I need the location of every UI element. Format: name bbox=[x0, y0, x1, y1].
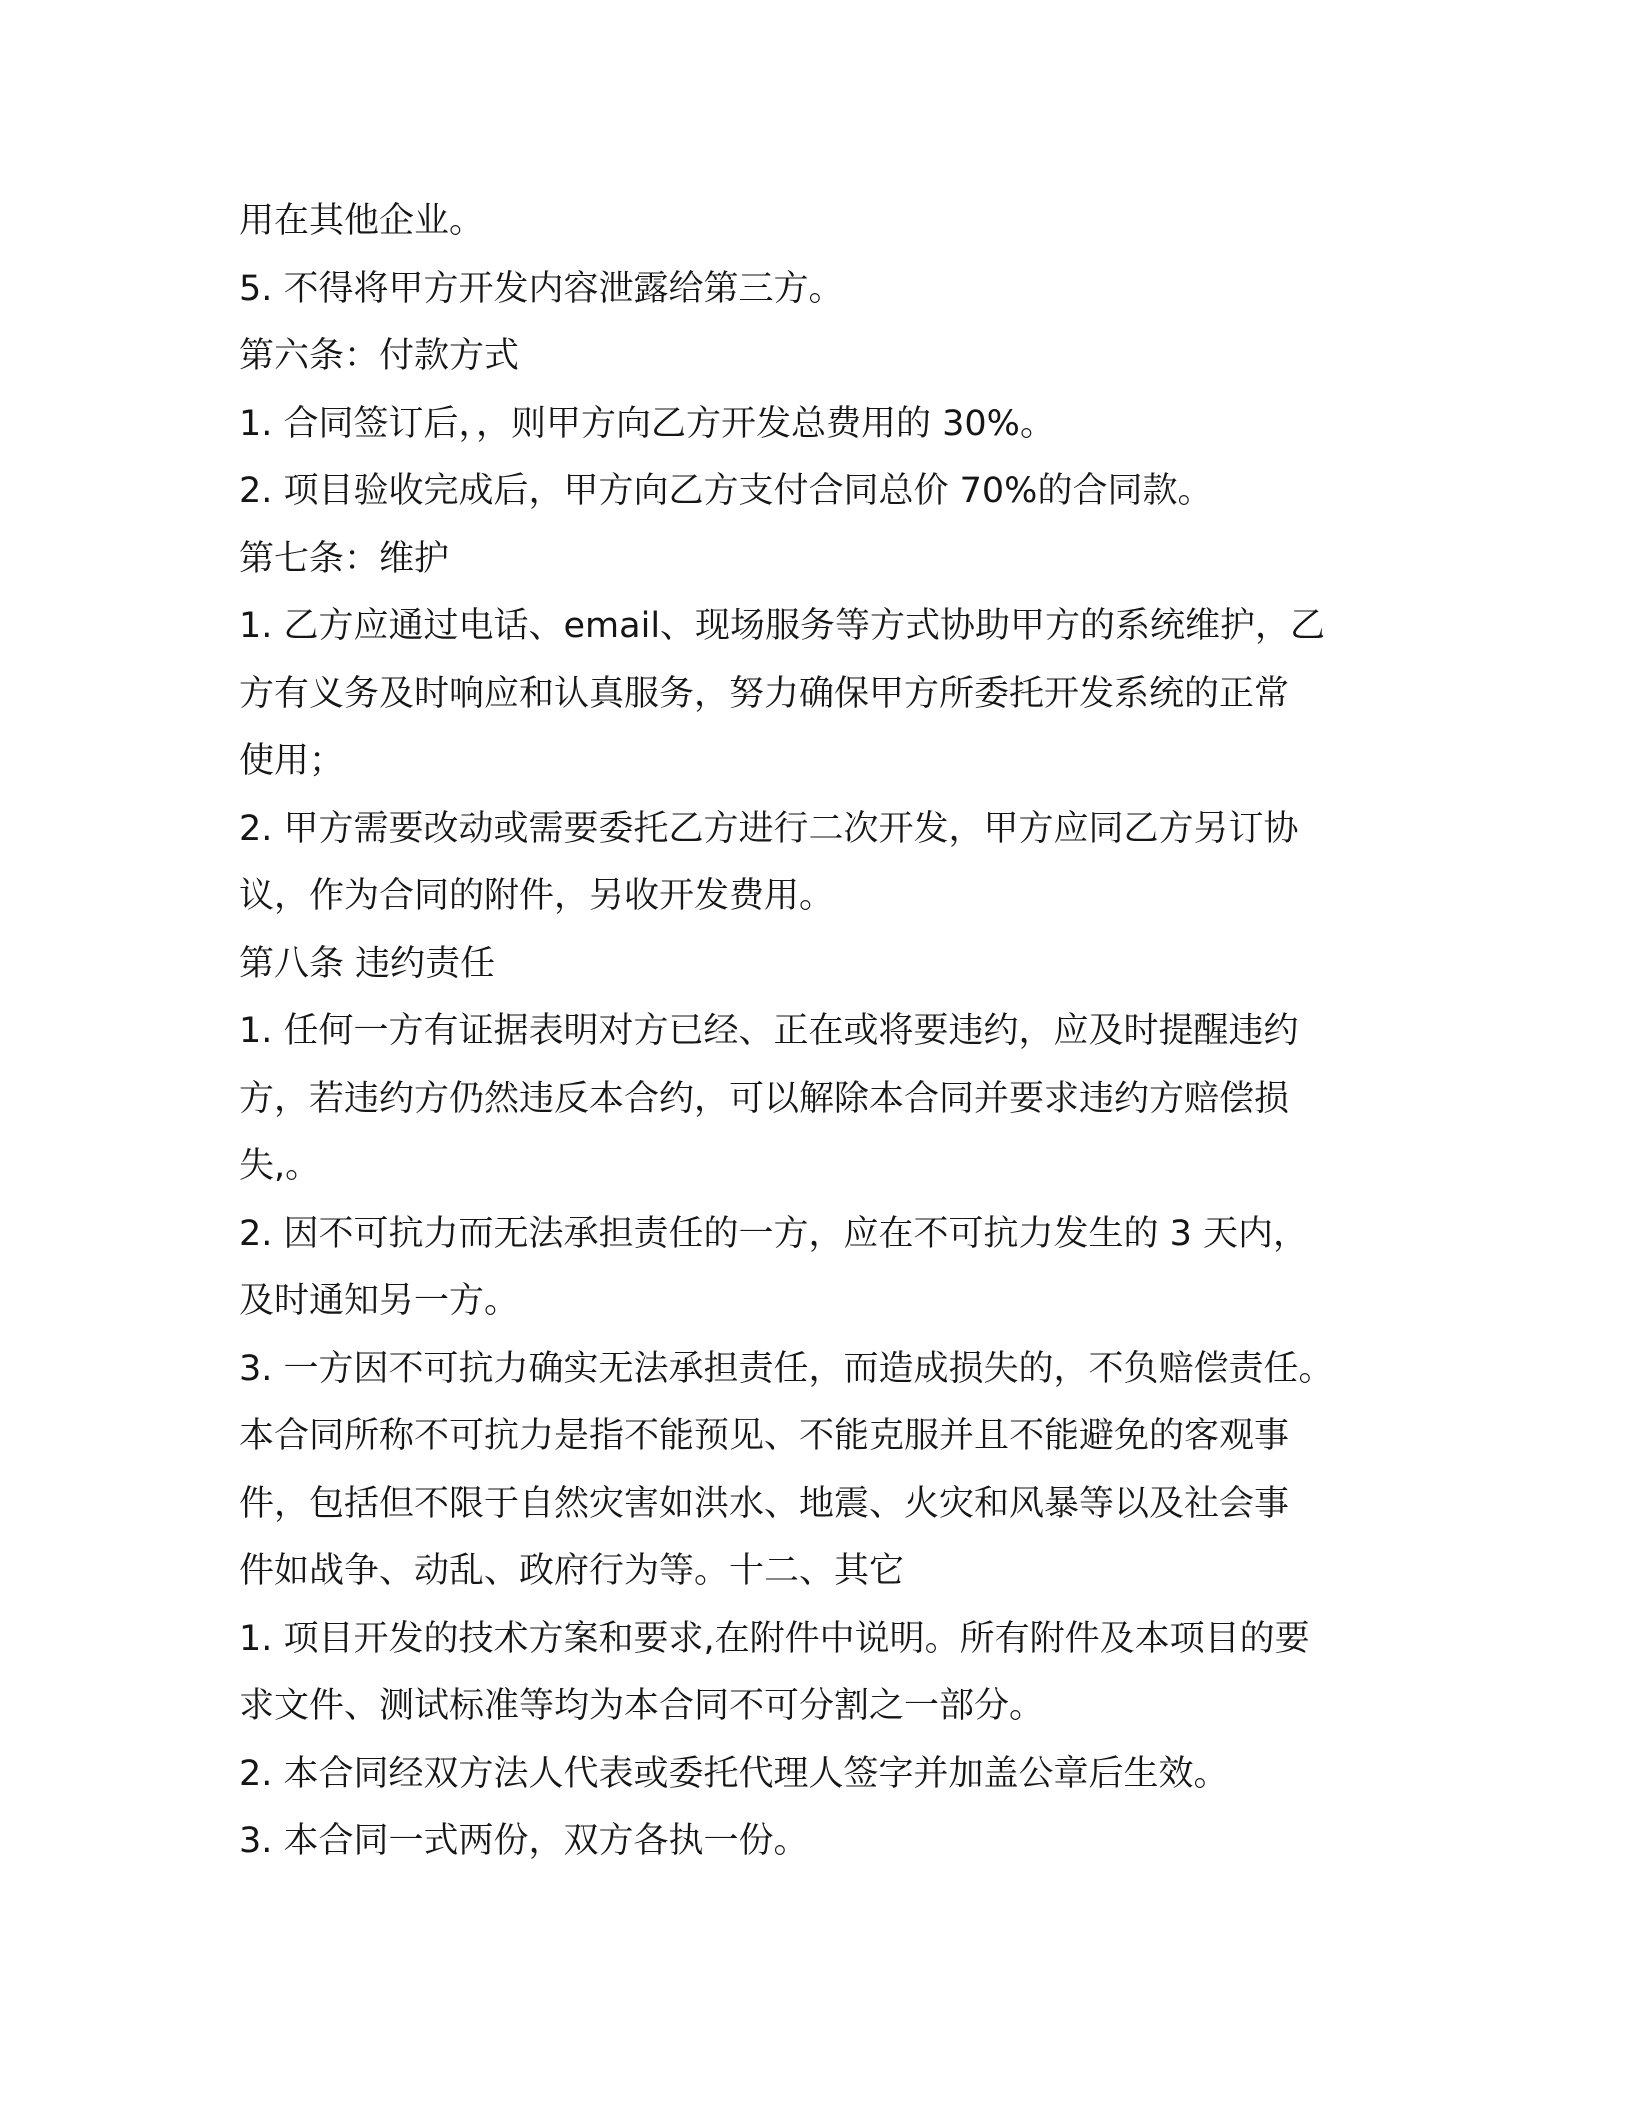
clause-item: 3. 本合同一式两份，双方各执一份。 bbox=[239, 1821, 809, 1861]
clause-item-continued: 求文件、测试标准等均为本合同不可分割之一部分。 bbox=[239, 1686, 1045, 1726]
clause-item: 3. 一方因不可抗力确实无法承担责任，而造成损失的，不负赔偿责任。 bbox=[239, 1348, 1334, 1389]
clause-item-continued: 及时通知另一方。 bbox=[239, 1281, 520, 1321]
document-body bbox=[239, 188, 1389, 1876]
clause-item-continued: 件如战争、动乱、政府行为等。十二、其它 bbox=[239, 1551, 905, 1591]
clause-item-continued: 失,。 bbox=[239, 1146, 321, 1186]
clause-item: 1. 项目开发的技术方案和要求,在附件中说明。所有附件及本项目的要 bbox=[239, 1618, 1310, 1659]
clause-item: 2. 甲方需要改动或需要委托乙方进行二次开发，甲方应同乙方另订协 bbox=[239, 808, 1299, 849]
clause-item: 1. 乙方应通过电话、email、现场服务等方式协助甲方的系统维护，乙 bbox=[239, 606, 1326, 646]
clause-item: 1. 合同签订后，，则甲方向乙方开发总费用的 30%。 bbox=[239, 403, 1055, 444]
clause-item-continued: 使用； bbox=[239, 741, 345, 781]
clause-item: 2. 项目验收完成后，甲方向乙方支付合同总价 70%的合同款。 bbox=[239, 471, 1213, 511]
clause-item-continued: 方，若违约方仍然违反本合约，可以解除本合同并要求违约方赔偿损 bbox=[239, 1078, 1290, 1119]
clause-item-continued: 方有义务及时响应和认真服务，努力确保甲方所委托开发系统的正常 bbox=[239, 673, 1290, 714]
section-heading-article-6: 第六条：付款方式 bbox=[239, 336, 520, 376]
clause-item: 1. 任何一方有证据表明对方已经、正在或将要违约，应及时提醒违约 bbox=[239, 1011, 1299, 1051]
section-heading-article-7: 第七条：维护 bbox=[239, 538, 450, 579]
clause-item: 2. 本合同经双方法人代表或委托代理人签字并加盖公章后生效。 bbox=[239, 1753, 1229, 1794]
clause-item-continued: 议，作为合同的附件，另收开发费用。 bbox=[239, 876, 835, 916]
line-continuation: 用在其他企业。 bbox=[239, 201, 485, 241]
clause-item: 2. 因不可抗力而无法承担责任的一方，应在不可抗力发生的 3 天内， bbox=[239, 1213, 1309, 1254]
clause-item-continued: 件，包括但不限于自然灾害如洪水、地震、火灾和风暴等以及社会事 bbox=[239, 1483, 1290, 1524]
section-heading-article-8: 第八条 违约责任 bbox=[239, 943, 496, 984]
clause-item-continued: 本合同所称不可抗力是指不能预见、不能克服并且不能避免的客观事 bbox=[239, 1416, 1290, 1456]
clause-item: 5. 不得将甲方开发内容泄露给第三方。 bbox=[239, 268, 844, 309]
